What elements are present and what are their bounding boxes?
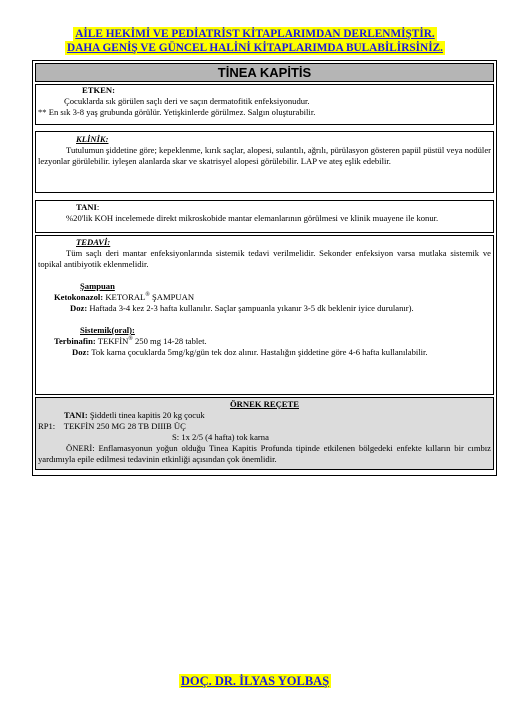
sistemik-header: Sistemik(oral): xyxy=(80,325,135,335)
ketokonazol-form: ŞAMPUAN xyxy=(152,292,195,302)
recete-oneri: ÖNERİ: Enflamasyonun yoğun olduğu Tinea Kapitis Profunda tipinde etkilenen bölgedeki enfekte kılların bir cımbız yardımıyla epile edilmesi tedavinin etkinliği açısından çok önemlidir. xyxy=(38,443,491,464)
terbinafin-dose: 250 mg 14-28 tablet. xyxy=(135,336,207,346)
doz-label: Doz: xyxy=(70,303,88,313)
tedavi-header: TEDAVİ: xyxy=(76,237,111,247)
klinik-header: KLİNİK: xyxy=(76,134,109,144)
recete-s-text: S: 1x 2/5 (4 hafta) tok karna xyxy=(172,432,269,442)
etken-section xyxy=(35,84,494,125)
etken-line-1: Çocuklarda sık görülen saçlı deri ve saçın dermatofitik enfeksiyonudur. xyxy=(64,96,310,106)
doz2-label: Doz: xyxy=(72,347,90,357)
tani-section xyxy=(35,200,494,233)
tani-text: %20'lik KOH incelemede direkt mikroskobide mantar elemanlarının görülmesi ve klinik muayene ile konur. xyxy=(66,213,439,223)
author-name: DOÇ. DR. İLYAS YOLBAŞ xyxy=(180,674,330,688)
tedavi-section xyxy=(35,235,494,395)
etken-line-2: ** En sık 3-8 yaş grubunda görülür. Yetişkinlerde görülmez. Salgın oluşturabilir. xyxy=(38,107,316,117)
klinik-section xyxy=(35,131,494,193)
banner-line-2: DAHA GENİŞ VE GÜNCEL HALİNİ KİTAPLARIMDA BULABİLİRSİNİZ. xyxy=(67,42,443,54)
doz-text: Haftada 3-4 kez 2-3 hafta kullanılır. Saçlar şampuanla yıkanır 3-5 dk beklenir iyice durulanır). xyxy=(89,303,414,313)
terbinafin-label: Terbinafin: xyxy=(54,336,96,346)
ketokonazol-brand: KETORAL xyxy=(105,292,146,302)
author-footer xyxy=(0,672,510,690)
header-banner xyxy=(0,27,510,55)
recete-tani-text: Şiddetli tinea kapitis 20 kg çocuk xyxy=(89,410,205,420)
sampuan-header: Şampuan xyxy=(80,281,115,291)
page-title: TİNEA KAPİTİS xyxy=(35,63,494,82)
tani-header: TANI xyxy=(76,202,97,212)
klinik-text: Tutulumun şiddetine göre; kepeklenme, kırık saçlar, alopesi, sulantılı, ağrılı, pürülasyon gösteren papül püstül veya nodüler lezyonlar görülebilir. iyleşen alanlarda skar ve skatrisyel alopesi görülebilir. LAP ve ateş eşlik edebilir. xyxy=(38,145,491,166)
ketokonazol-label: Ketokonazol: xyxy=(54,292,104,302)
doz2-text: Tok karna çocuklarda 5mg/kg/gün tek doz alınır. Hastalığın şiddetine göre 4-6 hafta kullanılabilir. xyxy=(91,347,428,357)
registered-mark: ® xyxy=(145,292,150,299)
rp-text: TEKFİN 250 MG 28 TB DIIIB ÜÇ xyxy=(63,421,186,431)
registered-mark-2: ® xyxy=(128,336,133,343)
recete-tani-label: TANI: xyxy=(64,410,88,420)
banner-line-1: AİLE HEKİMİ VE PEDİATRİST KİTAPLARIMDAN DERLENMİŞTİR. xyxy=(75,28,435,40)
rp-label: RP1: xyxy=(38,421,56,431)
tedavi-text: Tüm saçlı deri mantar enfeksiyonlarında sistemik tedavi verilmelidir. Sekonder enfeksiyon varsa mutlaka sistemik ve topikal antibiyotik eklenmelidir. xyxy=(38,248,491,269)
etken-header: ETKEN: xyxy=(82,85,115,95)
tani-colon: : xyxy=(96,202,100,212)
terbinafin-brand: TEKFİN xyxy=(97,336,129,346)
recete-section xyxy=(35,397,494,470)
recete-header: ÖRNEK REÇETE xyxy=(229,399,299,409)
